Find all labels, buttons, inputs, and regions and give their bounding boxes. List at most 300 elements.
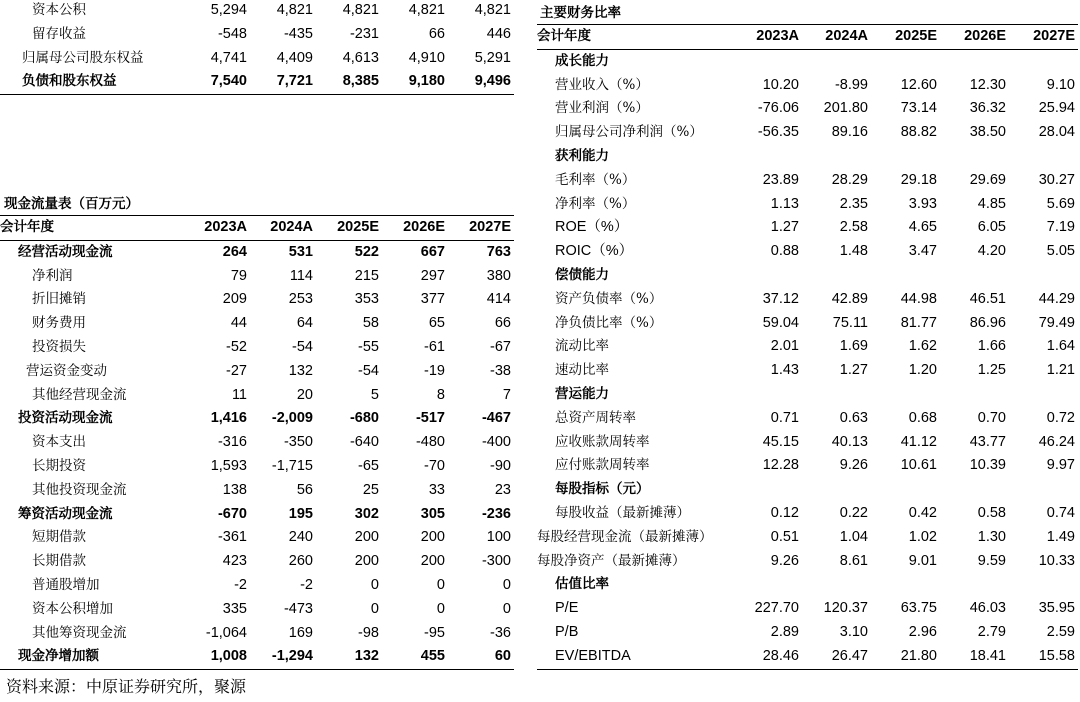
year-header: 2023A [180,216,250,241]
ratios-table [537,24,1078,670]
cell-value: 1.13 [770,195,799,212]
cell-value: 0 [370,600,379,617]
cell-value: -36 [490,624,511,641]
cell-value: 264 [222,243,247,260]
table-row [537,526,1078,550]
cell-value: 4,741 [210,49,247,66]
empty-cell [940,478,1009,502]
cell-value: -316 [217,434,247,451]
row-label: 归属母公司净利润（%） [555,124,703,141]
cell-value: 1.49 [1046,528,1075,545]
empty-cell [733,145,802,169]
row-label: 速动比率 [555,362,609,379]
row-label: 净负债比率（%） [555,314,663,331]
table-row [537,550,1078,574]
cell-value: 58 [362,315,379,332]
cell-value: 335 [222,600,247,617]
cell-value: 73.14 [900,100,937,117]
empty-cell [802,478,871,502]
cell-value: 201.80 [823,100,868,117]
cell-value: 81.77 [900,314,937,331]
row-label: 净利率（%） [555,195,636,212]
table-row [537,454,1078,478]
cell-value: 5 [370,386,379,403]
table-row [537,264,1078,288]
table-row [0,336,514,360]
cell-value: 1.30 [977,528,1006,545]
row-label: 每股指标（元） [555,481,650,498]
table-row [0,550,514,574]
table-row [0,312,514,336]
cell-value: 5.05 [1046,243,1075,260]
row-label: 估值比率 [555,576,609,593]
cell-value: 227.70 [754,600,799,617]
empty-cell [733,573,802,597]
cell-value: 8,385 [316,70,382,94]
cell-value: 12.60 [900,76,937,93]
row-label: 长期投资 [32,457,86,474]
year-header: 2027E [448,216,514,241]
table-row [0,526,514,550]
cell-value: 44.98 [900,290,937,307]
cell-value: -55 [358,338,379,355]
row-label: 其他筹资现金流 [32,624,127,641]
cell-value: 763 [486,243,511,260]
cell-value: 414 [486,291,511,308]
cell-value: 1.20 [908,362,937,379]
cell-value: 12.28 [762,457,799,474]
row-label: 营运能力 [555,385,609,402]
empty-cell [1009,145,1078,169]
cell-value: 88.82 [900,124,937,141]
cell-value: 2.01 [770,338,799,355]
cell-value: 0 [502,576,511,593]
cell-value: 26.47 [802,645,871,669]
cell-value: 1,593 [210,457,247,474]
cell-value: 138 [222,481,247,498]
cell-value: 3.47 [908,243,937,260]
row-label: 留存收益 [32,25,86,42]
table-row [0,360,514,384]
cashflow-statement [0,215,514,670]
cell-value: 4,409 [276,49,313,66]
cell-value: 667 [420,243,445,260]
cell-value: 132 [288,362,313,379]
cell-value: -54 [292,338,313,355]
cell-value: 260 [288,553,313,570]
row-label: 投资活动现金流 [18,410,113,427]
empty-cell [733,264,802,288]
cell-value: 56 [296,481,313,498]
cell-value: 8.61 [839,552,868,569]
table-row [537,431,1078,455]
cell-value: -76.06 [757,100,799,117]
cell-value: 44.29 [1038,290,1075,307]
cashflow-header-row [0,216,514,241]
balance-sheet-table [0,0,514,95]
empty-cell [802,49,871,73]
cell-value: 0.70 [977,409,1006,426]
cell-value: 2.89 [770,623,799,640]
table-row [537,97,1078,121]
table-row [0,574,514,598]
row-label: 投资损失 [32,338,86,355]
cell-value: 0.74 [1046,504,1075,521]
empty-cell [733,49,802,73]
cell-value: 25 [362,481,379,498]
cell-value: -300 [481,553,511,570]
cell-value: 100 [486,529,511,546]
cashflow-table [0,215,514,670]
cell-value: 132 [316,645,382,669]
table-row [537,621,1078,645]
cell-value: 0.63 [839,409,868,426]
cell-value: 36.32 [969,100,1006,117]
cell-value: 377 [420,291,445,308]
table-row [537,312,1078,336]
row-label: EV/EBITDA [537,645,733,669]
cell-value: -2 [234,576,247,593]
cell-value: 1,416 [210,410,247,427]
cell-value: 200 [420,553,445,570]
table-row [0,70,514,94]
table-row [537,49,1078,73]
empty-cell [802,145,871,169]
cell-value: 29.18 [900,171,937,188]
empty-cell [733,478,802,502]
cell-value: 1.04 [839,528,868,545]
cell-value: -65 [358,457,379,474]
cell-value: 41.12 [900,433,937,450]
table-row [0,503,514,527]
row-label: 营业收入（%） [555,76,649,93]
cell-value: -52 [226,338,247,355]
cell-value: -2,009 [271,410,313,427]
cell-value: 79 [230,267,247,284]
empty-cell [871,49,940,73]
cell-value: 23 [494,481,511,498]
cell-value: 1.43 [770,362,799,379]
table-row [537,74,1078,98]
cell-value: 65 [428,315,445,332]
row-label: 经营活动现金流 [18,243,113,260]
cell-value: -19 [424,362,445,379]
row-label: 资本支出 [32,434,86,451]
table-row [0,598,514,622]
cell-value: 45.15 [762,433,799,450]
empty-cell [1009,478,1078,502]
table-row [0,240,514,264]
empty-cell [871,145,940,169]
cell-value: 0 [502,600,511,617]
cell-value: 8 [436,386,445,403]
empty-cell [1009,264,1078,288]
cell-value: 4.85 [977,195,1006,212]
cell-value: 1.48 [839,243,868,260]
cell-value: 2.35 [839,195,868,212]
cell-value: 9.10 [1046,76,1075,93]
cell-value: 63.75 [900,600,937,617]
cell-value: 20 [296,386,313,403]
table-row [0,431,514,455]
table-row [0,479,514,503]
row-label: 现金净增加额 [0,645,180,669]
cell-value: 297 [420,267,445,284]
cell-value: 89.16 [831,124,868,141]
empty-cell [802,264,871,288]
cell-value: -61 [424,338,445,355]
cell-value: 43.77 [969,433,1006,450]
year-header: 2026E [382,216,448,241]
cell-value: 4,910 [408,49,445,66]
cell-value: 0.42 [908,504,937,521]
table-row [0,455,514,479]
row-label: 折旧摊销 [32,291,86,308]
cell-value: 7 [502,386,511,403]
cell-value: 2.58 [839,219,868,236]
cell-value: 5,291 [474,49,511,66]
row-label: 负债和股东权益 [0,70,180,94]
cell-value: 35.95 [1038,600,1075,617]
cell-value: 4,613 [342,49,379,66]
row-label: 毛利率（%） [555,171,636,188]
table-row [0,645,514,669]
empty-cell [733,383,802,407]
cell-value: 4,821 [474,2,511,18]
cell-value: 2.79 [977,623,1006,640]
cell-value: 46.03 [969,600,1006,617]
table-row [537,645,1078,669]
empty-cell [940,49,1009,73]
cell-value: 5.69 [1046,195,1075,212]
cell-value: 79.49 [1038,314,1075,331]
year-header: 2024A [802,25,871,50]
cell-value: -8.99 [834,76,868,93]
cell-value: 9.26 [770,552,799,569]
empty-cell [1009,573,1078,597]
cell-value: 37.12 [762,290,799,307]
cell-value: 195 [288,505,313,522]
table-row [537,359,1078,383]
cell-value: 0 [370,576,379,593]
cell-value: 9.01 [908,552,937,569]
cell-value: -236 [481,505,511,522]
cell-value: -98 [358,624,379,641]
row-label: 短期借款 [32,529,86,546]
empty-cell [940,264,1009,288]
cell-value: 9,180 [382,70,448,94]
cell-value: 9.59 [977,552,1006,569]
cell-value: -1,294 [250,645,316,669]
row-label: 财务费用 [32,315,86,332]
cell-value: 46.24 [1038,433,1075,450]
cell-value: 64 [296,315,313,332]
cell-value: 28.46 [733,645,802,669]
table-row [537,502,1078,526]
cell-value: 40.13 [831,433,868,450]
row-label: 每股收益（最新摊薄） [555,504,690,521]
cell-value: 0.88 [770,243,799,260]
cell-value: -640 [349,434,379,451]
cell-value: -2 [300,576,313,593]
cell-value: 10.20 [762,76,799,93]
row-label: 长期借款 [32,553,86,570]
cell-value: -38 [490,362,511,379]
cell-value: -56.35 [757,124,799,141]
table-row [537,288,1078,312]
row-label: 流动比率 [555,338,609,355]
cell-value: -473 [283,600,313,617]
cell-value: 0.58 [977,504,1006,521]
table-row [537,597,1078,621]
empty-cell [940,383,1009,407]
cell-value: 10.39 [969,457,1006,474]
cell-value: -361 [217,529,247,546]
empty-cell [871,478,940,502]
cell-value: 1.27 [839,362,868,379]
year-header: 2023A [733,25,802,50]
cell-value: 7.19 [1046,219,1075,236]
cell-value: 114 [289,267,313,284]
cell-value: 1.69 [839,338,868,355]
table-row [0,384,514,408]
cell-value: 0.51 [770,528,799,545]
table-row [537,335,1078,359]
cell-value: 1.66 [977,338,1006,355]
cell-value: -27 [226,362,247,379]
table-row [537,145,1078,169]
empty-cell [802,573,871,597]
row-label: 总资产周转率 [555,409,636,426]
table-row [0,622,514,646]
row-label: 每股净资产（最新摊薄） [537,552,686,569]
cell-value: 1.25 [977,362,1006,379]
cell-value: -435 [283,25,313,42]
cell-value: 15.58 [1009,645,1078,669]
cell-value: -1,064 [205,624,247,641]
row-label: 偿债能力 [555,266,609,283]
row-label: 筹资活动现金流 [18,505,113,522]
year-header: 2025E [316,216,382,241]
cell-value: 200 [354,553,379,570]
cell-value: 10.61 [900,457,937,474]
year-header: 2025E [871,25,940,50]
table-row [537,383,1078,407]
cell-value: 23.89 [762,171,799,188]
year-header: 2024A [250,216,316,241]
cell-value: 4.20 [977,243,1006,260]
ratios-title: 主要财务比率 [540,5,621,21]
cell-value: 380 [486,267,511,284]
table-row [537,407,1078,431]
cell-value: 9,496 [448,70,514,94]
table-row [537,573,1078,597]
table-row [0,0,514,23]
cell-value: 2.59 [1046,623,1075,640]
cell-value: 66 [428,25,445,42]
cell-value: 21.80 [871,645,940,669]
table-row [537,193,1078,217]
table-row [0,288,514,312]
cell-value: 60 [448,645,514,669]
header-label: 会计年度 [537,25,733,50]
table-row [0,47,514,71]
table-row [537,478,1078,502]
cell-value: 59.04 [762,314,799,331]
cell-value: 0.12 [770,504,799,521]
cell-value: 0.22 [839,504,868,521]
cell-value: 200 [354,529,379,546]
year-header: 2026E [940,25,1009,50]
row-label: 应付账款周转率 [555,457,650,474]
cell-value: 0 [436,600,445,617]
cell-value: -95 [424,624,445,641]
cell-value: -231 [349,25,379,42]
row-label: 营运资金变动 [26,362,107,379]
cell-value: 4,821 [408,2,445,18]
row-label: 其他经营现金流 [32,386,127,403]
cell-value: 1.64 [1046,338,1075,355]
cell-value: 46.51 [969,290,1006,307]
header-label: 会计年度 [0,216,180,241]
cell-value: 1,008 [180,645,250,669]
cell-value: 28.04 [1038,124,1075,141]
cell-value: -467 [481,410,511,427]
row-label: 营业利润（%） [555,100,649,117]
row-label: 每股经营现金流（最新摊薄） [537,528,713,545]
cell-value: 6.05 [977,219,1006,236]
cell-value: 9.97 [1046,457,1075,474]
cell-value: 209 [222,291,247,308]
cell-value: -90 [490,457,511,474]
table-row [537,216,1078,240]
row-label: 其他投资现金流 [32,481,127,498]
source-note: 资料来源：中原证券研究所，聚源 [6,677,247,696]
cell-value: 1.62 [908,338,937,355]
cell-value: 7,540 [180,70,250,94]
cell-value: -400 [481,434,511,451]
row-label: P/B [555,623,579,640]
cell-value: 28.29 [831,171,868,188]
row-label: 资产负债率（%） [555,290,663,307]
cell-value: 1.02 [908,528,937,545]
cell-value: -680 [349,410,379,427]
table-row [0,407,514,431]
balance-sheet-tail [0,0,514,95]
cell-value: 30.27 [1038,171,1075,188]
cell-value: 1.21 [1046,362,1075,379]
cell-value: 446 [486,25,511,42]
empty-cell [1009,383,1078,407]
empty-cell [871,383,940,407]
empty-cell [1009,49,1078,73]
cell-value: 455 [382,645,448,669]
table-row [537,240,1078,264]
cell-value: -1,715 [271,457,313,474]
cell-value: 9.26 [839,457,868,474]
empty-cell [940,573,1009,597]
empty-cell [802,383,871,407]
cell-value: -350 [283,434,313,451]
cell-value: 18.41 [940,645,1009,669]
cell-value: 42.89 [831,290,868,307]
cashflow-title: 现金流量表（百万元） [4,196,139,212]
cell-value: 4,821 [276,2,313,18]
year-header: 2027E [1009,25,1078,50]
cell-value: -517 [415,410,445,427]
cell-value: 11 [231,386,247,403]
cell-value: 66 [494,315,511,332]
